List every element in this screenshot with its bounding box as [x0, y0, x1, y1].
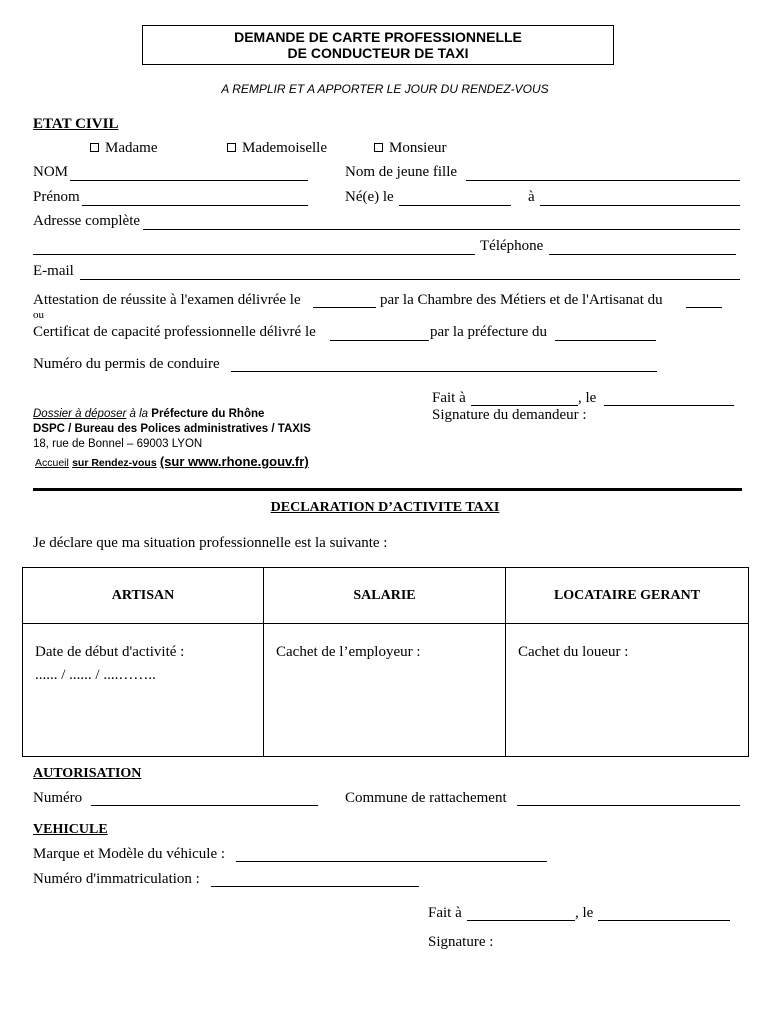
form-title-line1: DEMANDE DE CARTE PROFESSIONNELLE: [234, 29, 522, 45]
footer-signature-label: Signature :: [428, 934, 494, 950]
numero-field[interactable]: [91, 805, 318, 806]
locataire-gerant-header: LOCATAIRE GERANT: [506, 568, 749, 624]
rdv-text: sur Rendez-vous: [72, 457, 157, 469]
telephone-label: Téléphone: [480, 238, 544, 254]
commune-label: Commune de rattachement: [345, 790, 507, 806]
prenom-field[interactable]: [82, 205, 308, 206]
mademoiselle-option[interactable]: Mademoiselle: [227, 140, 327, 157]
form-title-line2: DE CONDUCTEUR DE TAXI: [287, 45, 469, 61]
adresse-field[interactable]: [143, 229, 740, 230]
activity-table: [22, 567, 749, 757]
madame-checkbox[interactable]: [90, 143, 99, 152]
attestation-label: Attestation de réussite à l'examen délivrée le: [33, 292, 301, 308]
monsieur-checkbox[interactable]: [374, 143, 383, 152]
dossier-deposer-text: Dossier à déposer: [33, 408, 127, 420]
immatriculation-field[interactable]: [211, 886, 419, 887]
dossier-a-la-text: à la: [129, 408, 149, 420]
locataire-cell[interactable]: [506, 624, 749, 757]
activity-body-row: [23, 624, 749, 757]
certificat-date-field[interactable]: [330, 340, 429, 341]
certificat-prefecture-label: par la préfecture du: [430, 324, 548, 340]
attestation-date-field[interactable]: [313, 307, 376, 308]
salarie-cell[interactable]: [264, 624, 506, 757]
adresse-field-line2[interactable]: [33, 254, 475, 255]
footer-date-field[interactable]: [598, 920, 730, 921]
dspc-text: DSPC / Bureau des Polices administratives / TAXIS: [33, 423, 311, 435]
permis-field[interactable]: [231, 371, 657, 372]
autorisation-heading: AUTORISATION: [33, 766, 142, 781]
cachet-loueur-label: Cachet du loueur :: [518, 644, 629, 660]
cachet-employeur-label: Cachet de l’employeur :: [276, 644, 421, 660]
accueil-text: Accueil: [35, 457, 69, 469]
activity-header-row: [23, 568, 749, 624]
attestation-chambre-label: par la Chambre des Métiers et de l'Artisanat du: [380, 292, 663, 308]
numero-label: Numéro: [33, 790, 83, 806]
certificat-prefecture-field[interactable]: [555, 340, 656, 341]
fait-a-label: Fait à: [432, 390, 466, 406]
lieu-naissance-field[interactable]: [540, 205, 740, 206]
prefecture-name: Préfecture du Rhône: [151, 408, 265, 420]
accueil-line: [35, 454, 309, 469]
artisan-header: ARTISAN: [23, 568, 264, 624]
nom-jeune-fille-label: Nom de jeune fille: [345, 164, 458, 180]
attestation-chambre-field[interactable]: [686, 307, 722, 308]
adresse-label: Adresse complète: [33, 213, 141, 229]
prenom-label: Prénom: [33, 189, 80, 205]
prefecture-address: 18, rue de Bonnel – 69003 LYON: [33, 438, 203, 450]
ou-label: ou: [33, 309, 44, 321]
le-label: , le: [578, 390, 597, 406]
mademoiselle-checkbox[interactable]: [227, 143, 236, 152]
email-label: E-mail: [33, 263, 74, 279]
permis-label: Numéro du permis de conduire: [33, 356, 220, 372]
form-title: [142, 25, 614, 65]
etat-civil-heading: ETAT CIVIL: [33, 116, 119, 132]
signature-demandeur-label: Signature du demandeur :: [432, 407, 587, 423]
monsieur-option[interactable]: Monsieur: [374, 140, 447, 157]
date-debut-placeholder: ...... / ...... / ....……..: [35, 667, 156, 683]
section-divider: [33, 488, 742, 491]
declaration-heading: DECLARATION D’ACTIVITE TAXI: [270, 500, 500, 515]
nom-jeune-fille-field[interactable]: [466, 180, 740, 181]
salarie-header: SALARIE: [264, 568, 506, 624]
marque-label: Marque et Modèle du véhicule :: [33, 846, 226, 862]
form-subtitle: A REMPLIR ET A APPORTER LE JOUR DU RENDEZ-VOUS: [221, 82, 549, 96]
certificat-label: Certificat de capacité professionnelle délivré le: [33, 324, 316, 340]
fait-a-field[interactable]: [471, 405, 578, 406]
date-debut-label: Date de début d'activité :: [35, 644, 185, 660]
date-field[interactable]: [604, 405, 734, 406]
artisan-cell[interactable]: [23, 624, 264, 757]
madame-option[interactable]: Madame: [90, 140, 157, 157]
website-link[interactable]: (sur www.rhone.gouv.fr): [159, 454, 309, 469]
vehicule-heading: VEHICULE: [33, 822, 108, 837]
email-field[interactable]: [80, 279, 740, 280]
footer-fait-a-label: Fait à: [428, 905, 462, 921]
ne-le-label: Né(e) le: [345, 189, 394, 205]
nom-field[interactable]: [70, 180, 308, 181]
declaration-intro: Je déclare que ma situation professionnelle est la suivante :: [33, 535, 388, 551]
telephone-field[interactable]: [549, 254, 736, 255]
footer-fait-a-field[interactable]: [467, 920, 575, 921]
footer-le-label: , le: [575, 905, 594, 921]
immatriculation-label: Numéro d'immatriculation :: [33, 871, 200, 887]
nom-label: NOM: [33, 164, 69, 180]
marque-field[interactable]: [236, 861, 547, 862]
dossier-line: [33, 408, 264, 420]
ne-le-field[interactable]: [399, 205, 511, 206]
commune-field[interactable]: [517, 805, 740, 806]
lieu-naissance-label: à: [528, 189, 535, 205]
